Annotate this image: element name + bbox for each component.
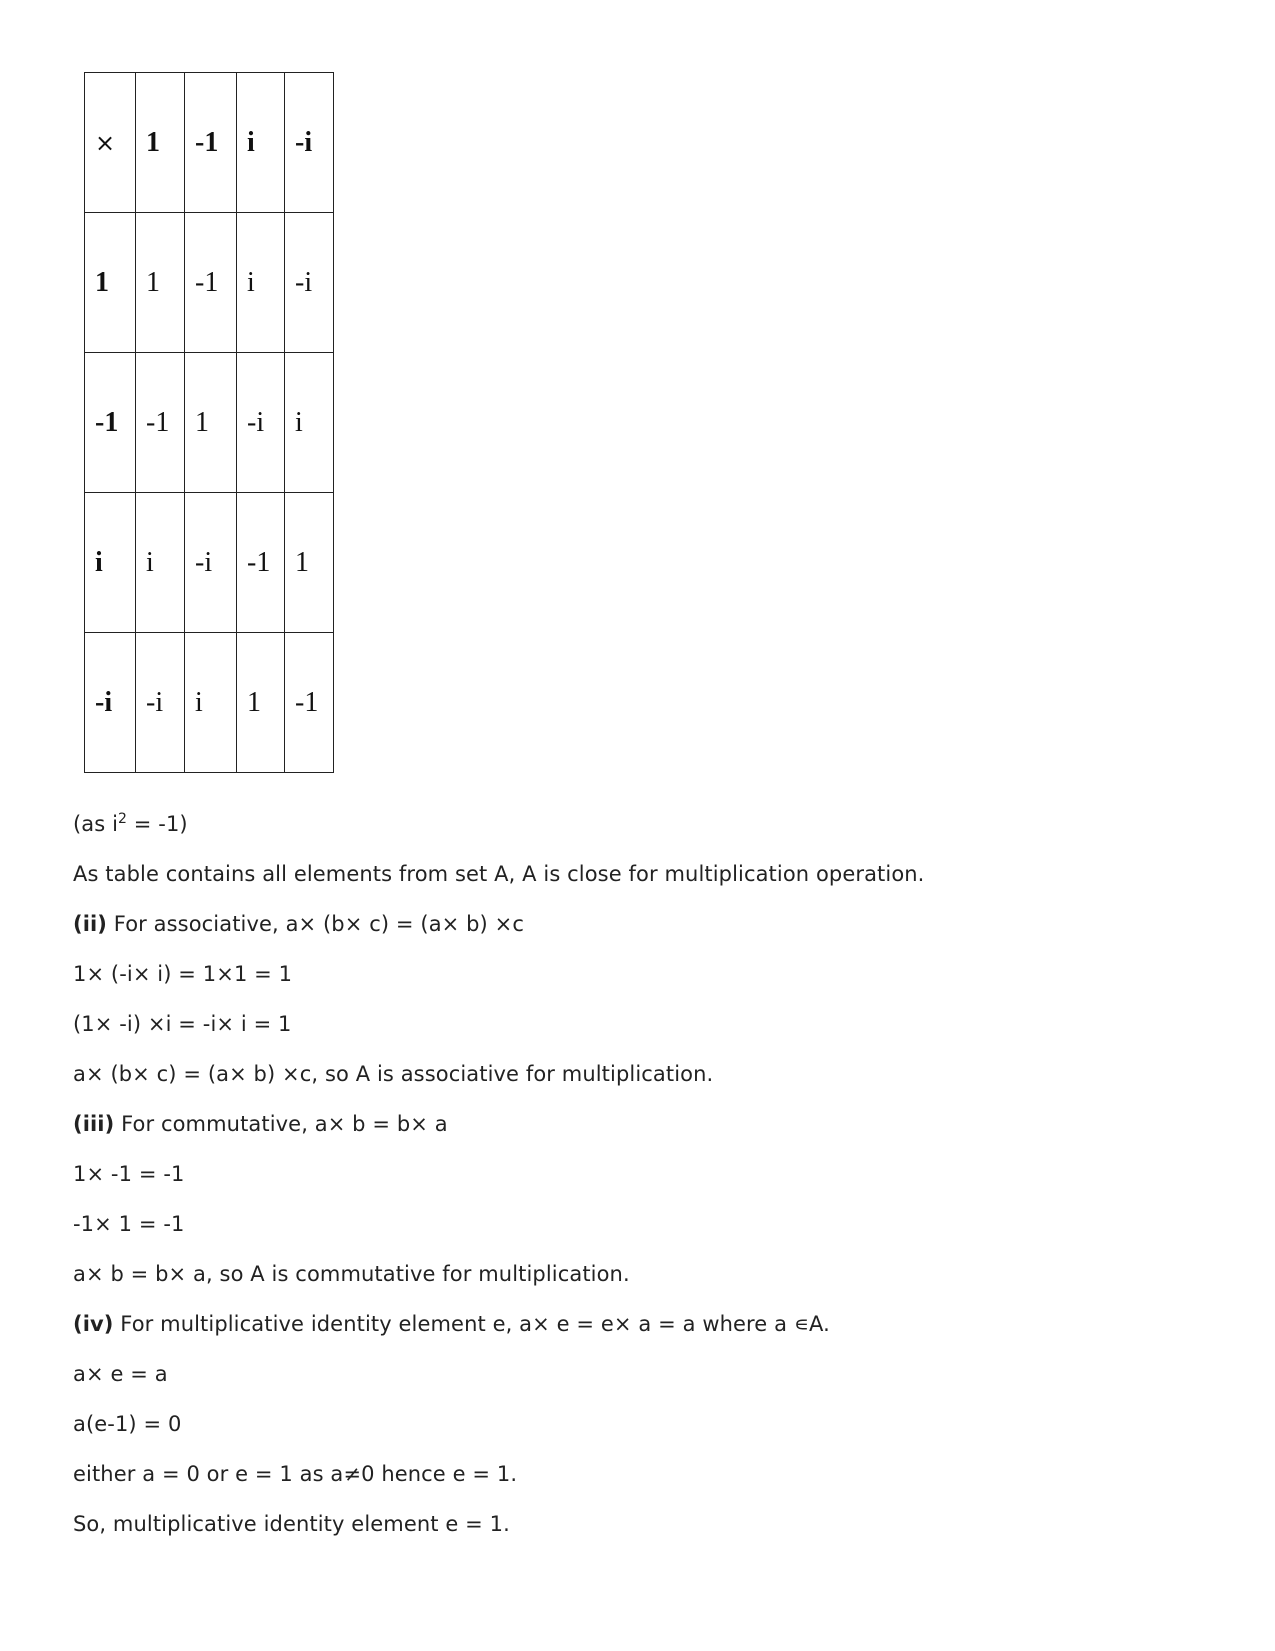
part-label: (ii) [73,912,107,936]
table-column-header: 1 [136,73,185,213]
table-cell: i [185,633,237,773]
table-column-header: -i [285,73,334,213]
identity-step-2: a(e-1) = 0 [73,1412,182,1436]
identity-title: For multiplicative identity element e, a× e = e× a = a where a ∊A. [113,1312,830,1336]
table-row-header: 1 [85,213,136,353]
table-cell: -i [185,493,237,633]
associative-example-2: (1× -i) ×i = -i× i = 1 [73,1012,292,1036]
table-column-header: -1 [185,73,237,213]
commutative-example-2: -1× 1 = -1 [73,1212,185,1236]
table-row-header: i [85,493,136,633]
table-header-row [85,73,334,213]
solution-text [73,812,1223,1562]
associative-title: For associative, a× (b× c) = (a× b) ×c [107,912,524,936]
identity-conclusion: So, multiplicative identity element e = 1. [73,1512,510,1536]
note-prefix: (as i [73,812,119,836]
identity-heading [73,1312,1223,1336]
table-corner-operator: × [85,73,136,213]
note-line [73,812,1223,836]
identity-step-3: either a = 0 or e = 1 as a≠0 hence e = 1. [73,1462,518,1486]
part-label: (iii) [73,1112,115,1136]
table-cell: i [136,493,185,633]
commutative-title: For commutative, a× b = b× a [114,1112,448,1136]
table-cell: -1 [136,353,185,493]
part-label: (iv) [73,1312,114,1336]
closure-statement: As table contains all elements from set A, A is close for multiplication operation. [73,862,925,886]
table-row [85,493,334,633]
commutative-heading [73,1112,1223,1136]
table-row [85,353,334,493]
associative-example-1: 1× (-i× i) = 1×1 = 1 [73,962,293,986]
table-cell: i [237,213,285,353]
table-row-header: -1 [85,353,136,493]
table-cell: -i [136,633,185,773]
table-row [85,633,334,773]
note-exponent: 2 [118,811,128,827]
commutative-conclusion: a× b = b× a, so A is commutative for multiplication. [73,1262,630,1286]
associative-heading [73,912,1223,936]
table-cell: 1 [136,213,185,353]
table-cell: -1 [285,633,334,773]
table-cell: 1 [285,493,334,633]
table-cell: -i [285,213,334,353]
table-row [85,213,334,353]
identity-step-1: a× e = a [73,1362,168,1386]
table-cell: -1 [185,213,237,353]
table-cell: -1 [237,493,285,633]
table-cell: 1 [237,633,285,773]
table-cell: 1 [185,353,237,493]
table-cell: i [285,353,334,493]
note-suffix: = -1) [127,812,188,836]
table-cell: -i [237,353,285,493]
table-row-header: -i [85,633,136,773]
commutative-example-1: 1× -1 = -1 [73,1162,185,1186]
associative-conclusion: a× (b× c) = (a× b) ×c, so A is associative for multiplication. [73,1062,714,1086]
multiplication-table [84,72,334,773]
table-column-header: i [237,73,285,213]
